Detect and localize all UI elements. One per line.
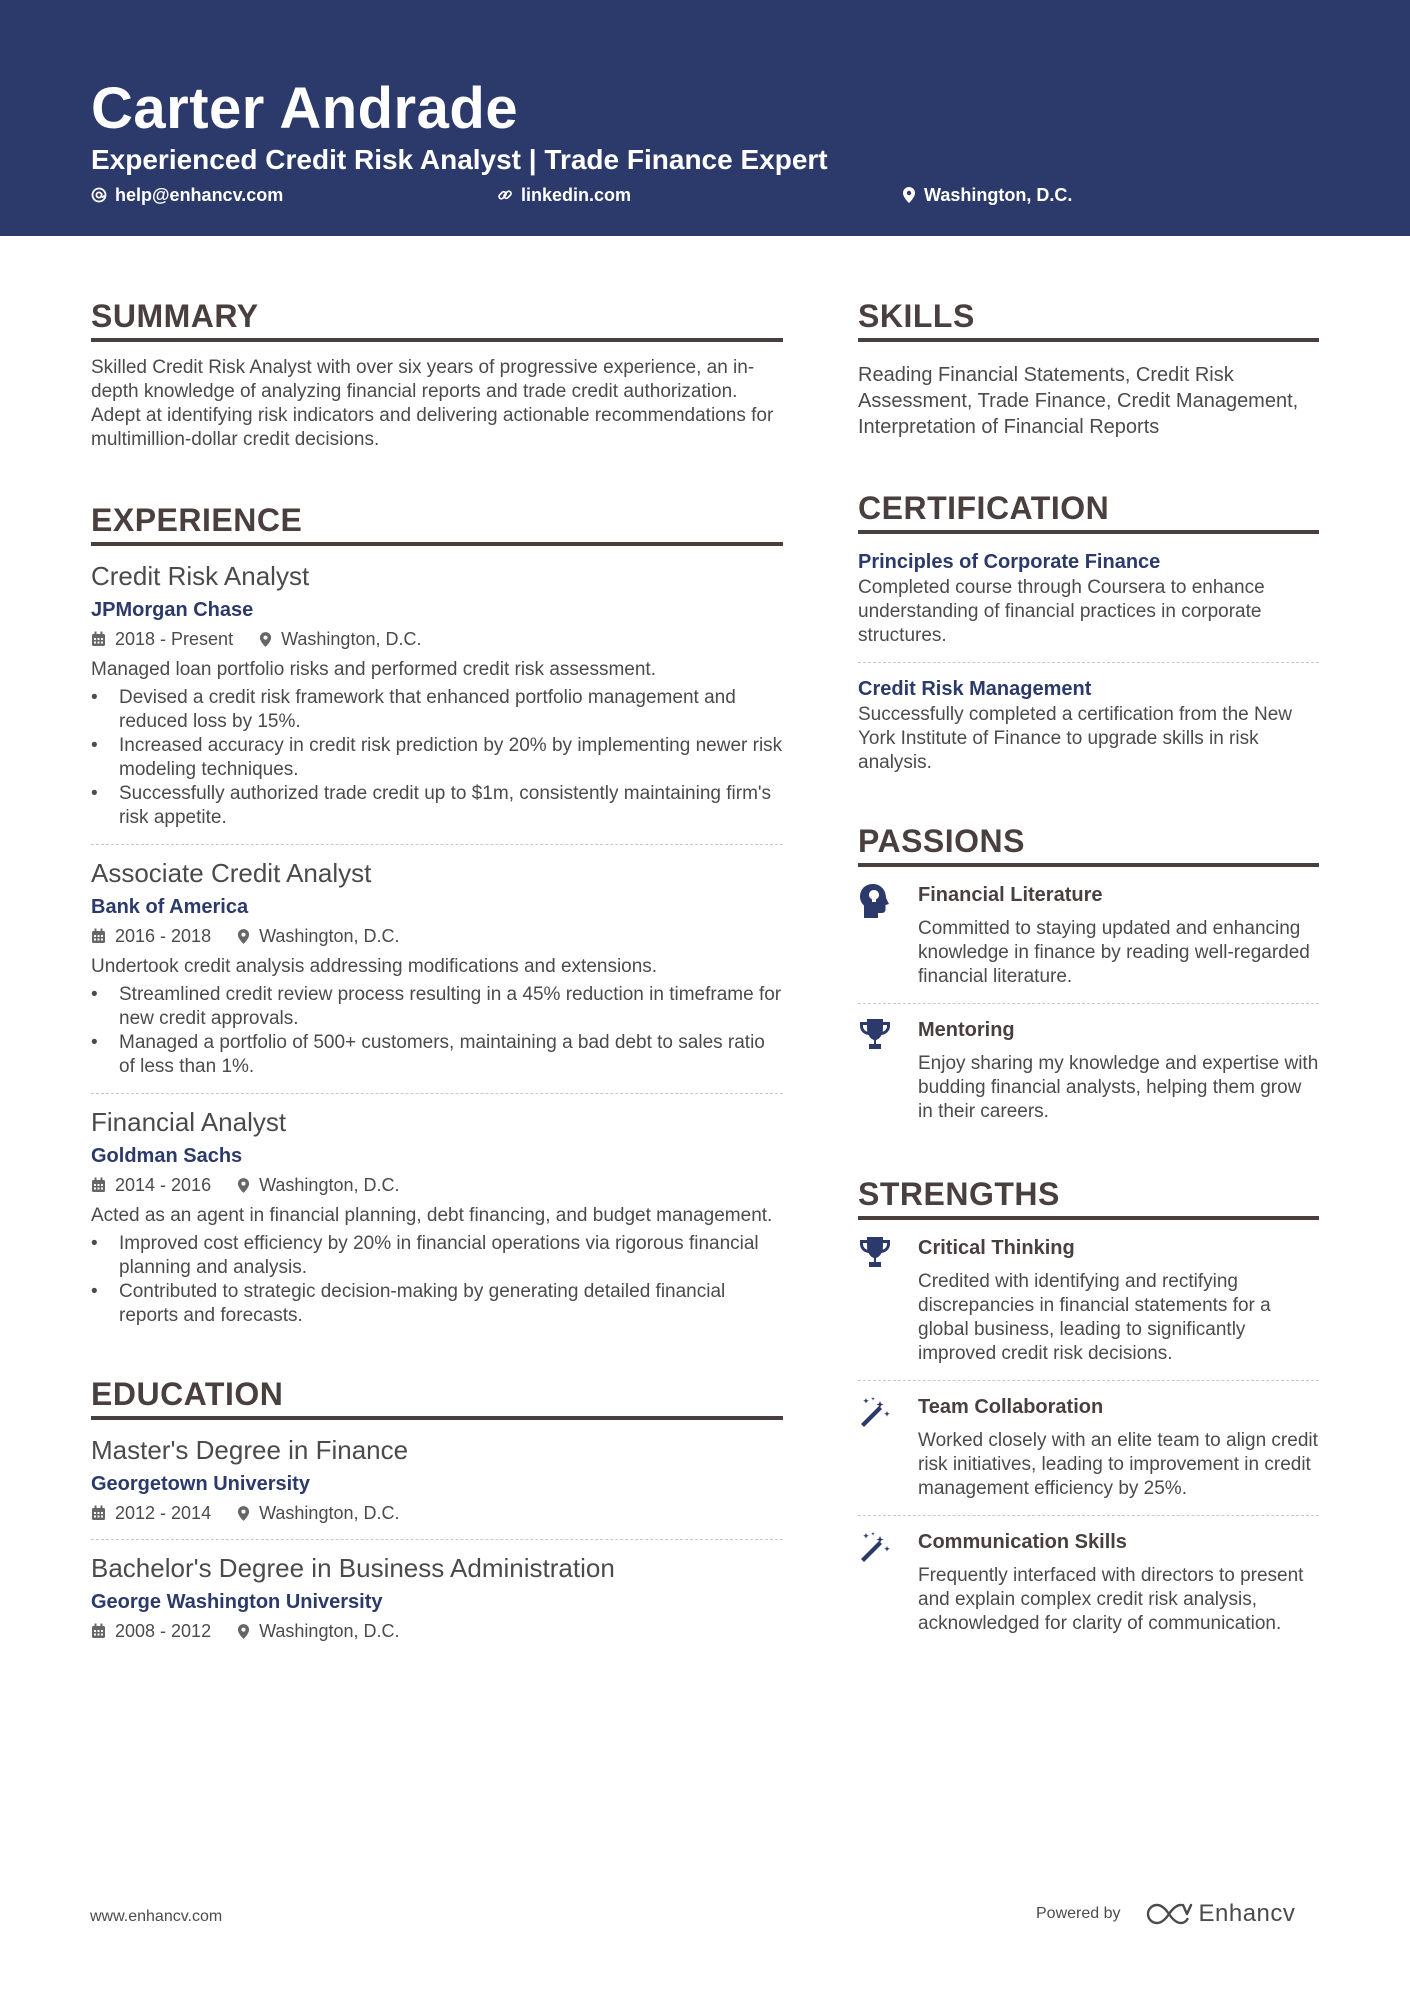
divider — [858, 1515, 1319, 1516]
certification-name: Credit Risk Management — [858, 678, 1092, 700]
degree-name: Bachelor's Degree in Business Administration — [91, 1553, 615, 1583]
experience-item — [91, 857, 783, 1079]
footer-website[interactable]: www.enhancv.com — [90, 1908, 223, 1925]
summary-section — [91, 296, 783, 452]
certification-section — [858, 488, 1319, 775]
passion-item — [858, 1016, 1319, 1124]
job-bullets — [91, 686, 783, 830]
education-meta — [91, 1619, 783, 1643]
enhancv-logo-icon — [1145, 1901, 1193, 1927]
map-pin-icon — [259, 631, 272, 648]
job-description: Acted as an agent in financial planning, debt financing, and budget management. — [91, 1205, 773, 1226]
powered-by-text: Powered by — [1036, 1905, 1121, 1922]
education-dates: 2008 - 2012 — [115, 1621, 212, 1641]
trophy-icon — [858, 1018, 892, 1050]
education-item — [91, 1434, 783, 1525]
strength-desc: Frequently interfaced with directors to present and explain complex credit risk analysis, acknowledged for clarity of communication. — [918, 1565, 1304, 1634]
divider — [858, 662, 1319, 663]
right-column — [858, 296, 1319, 1636]
map-pin-icon — [237, 928, 250, 945]
job-bullet: • Successfully authorized trade credit up to $1m, consistently maintaining firm's risk appetite. — [91, 782, 783, 830]
trophy-icon — [858, 1236, 892, 1268]
linkedin-text: linkedin.com — [521, 185, 632, 205]
calendar-icon — [91, 1505, 106, 1521]
strength-title: Team Collaboration — [918, 1396, 1104, 1418]
education-heading: EDUCATION — [91, 1374, 783, 1420]
strength-item — [858, 1528, 1319, 1636]
skills-heading: SKILLS — [858, 296, 1319, 342]
contact-email[interactable] — [91, 182, 283, 208]
certification-desc: Completed course through Coursera to enhance understanding of financial practices in corporate structures. — [858, 577, 1265, 646]
job-dates: 2018 - Present — [115, 629, 234, 649]
passion-title: Financial Literature — [918, 884, 1103, 906]
candidate-name: Carter Andrade — [91, 76, 519, 141]
job-title: Associate Credit Analyst — [91, 858, 372, 888]
candidate-title: Experienced Credit Risk Analyst | Trade Finance Expert — [91, 144, 828, 175]
calendar-icon — [91, 1623, 106, 1639]
skills-section — [858, 296, 1319, 440]
education-meta — [91, 1501, 783, 1525]
education-location: Washington, D.C. — [259, 1503, 400, 1523]
company-name: Bank of America — [91, 896, 249, 918]
divider — [858, 1380, 1319, 1381]
email-text: help@enhancv.com — [115, 185, 284, 205]
magic-wand-icon — [858, 1395, 892, 1429]
certification-desc: Successfully completed a certification from the New York Institute of Finance to upgrade skills in risk analysis. — [858, 704, 1293, 773]
experience-section — [91, 500, 783, 1328]
contact-location — [902, 182, 1072, 208]
job-dates: 2014 - 2016 — [115, 1175, 212, 1195]
contact-linkedin[interactable] — [497, 182, 631, 208]
job-title: Credit Risk Analyst — [91, 561, 310, 591]
link-icon — [497, 187, 513, 203]
calendar-icon — [91, 631, 106, 647]
passion-title: Mentoring — [918, 1019, 1015, 1041]
location-text: Washington, D.C. — [924, 185, 1073, 205]
job-description: Undertook credit analysis addressing modifications and extensions. — [91, 956, 658, 977]
education-location: Washington, D.C. — [259, 1621, 400, 1641]
job-bullet: • Increased accuracy in credit risk prediction by 20% by implementing newer risk modeling techniques. — [91, 734, 783, 782]
job-location: Washington, D.C. — [259, 926, 400, 946]
education-item — [91, 1552, 783, 1643]
passion-item — [858, 881, 1319, 989]
strength-desc: Credited with identifying and rectifying discrepancies in financial statements for a global business, leading to significantly improved credit risk decisions. — [918, 1271, 1271, 1364]
job-bullet: • Improved cost efficiency by 20% in financial operations via rigorous financial planning and analysis. — [91, 1232, 783, 1280]
education-dates: 2012 - 2014 — [115, 1503, 212, 1523]
map-pin-icon — [237, 1505, 250, 1522]
certification-item — [858, 548, 1319, 648]
footer-branding — [1036, 1900, 1295, 1928]
company-name: Goldman Sachs — [91, 1145, 243, 1167]
strength-item — [858, 1234, 1319, 1366]
degree-name: Master's Degree in Finance — [91, 1435, 409, 1465]
experience-heading: EXPERIENCE — [91, 500, 783, 546]
passions-section — [858, 821, 1319, 1124]
summary-heading: SUMMARY — [91, 296, 783, 342]
summary-text: Skilled Credit Risk Analyst with over six years of progressive experience, an in-depth knowledge of analyzing financial reports and trade credit authorization. Adept at identifying risk indicators and delivering actionable recommendations for multimillion-dollar credit decisions. — [91, 357, 774, 450]
magic-wand-icon — [858, 1530, 892, 1564]
experience-item — [91, 560, 783, 830]
divider — [858, 1003, 1319, 1004]
job-bullet: • Devised a credit risk framework that enhanced portfolio management and reduced loss by 15%. — [91, 686, 783, 734]
brand-name[interactable]: Enhancv — [1198, 1900, 1296, 1927]
calendar-icon — [91, 1177, 106, 1193]
certification-item — [858, 675, 1319, 775]
job-bullets — [91, 983, 783, 1079]
job-location: Washington, D.C. — [259, 1175, 400, 1195]
school-name: Georgetown University — [91, 1473, 310, 1495]
job-dates: 2016 - 2018 — [115, 926, 212, 946]
resume-header — [0, 0, 1410, 236]
strengths-section — [858, 1174, 1319, 1636]
passions-heading: PASSIONS — [858, 821, 1319, 867]
divider — [91, 1093, 783, 1094]
left-column — [91, 296, 783, 1650]
certification-heading: CERTIFICATION — [858, 488, 1319, 534]
job-meta — [91, 627, 783, 651]
education-section — [91, 1374, 783, 1643]
job-description: Managed loan portfolio risks and performed credit risk assessment. — [91, 659, 656, 680]
strength-item — [858, 1393, 1319, 1501]
job-meta — [91, 1173, 783, 1197]
job-location: Washington, D.C. — [281, 629, 422, 649]
map-pin-icon — [902, 186, 916, 204]
divider — [91, 844, 783, 845]
strengths-heading: STRENGTHS — [858, 1174, 1319, 1220]
at-icon — [91, 187, 107, 203]
certification-name: Principles of Corporate Finance — [858, 551, 1161, 573]
passion-desc: Enjoy sharing my knowledge and expertise with budding financial analysts, helping them grow in their careers. — [918, 1053, 1319, 1122]
skills-text: Reading Financial Statements, Credit Risk Assessment, Trade Finance, Credit Management, Interpretation of Financial Reports — [858, 364, 1299, 438]
job-bullets — [91, 1232, 783, 1328]
job-bullet: • Contributed to strategic decision-making by generating detailed financial reports and forecasts. — [91, 1280, 783, 1328]
strength-title: Communication Skills — [918, 1531, 1127, 1553]
strength-title: Critical Thinking — [918, 1237, 1075, 1259]
calendar-icon — [91, 928, 106, 944]
map-pin-icon — [237, 1177, 250, 1194]
strength-desc: Worked closely with an elite team to align credit risk initiatives, leading to improvement in credit management efficiency by 25%. — [918, 1430, 1318, 1499]
divider — [91, 1539, 783, 1540]
job-meta — [91, 924, 783, 948]
job-bullet: • Streamlined credit review process resulting in a 45% reduction in timeframe for new credit approvals. — [91, 983, 783, 1031]
job-bullet: • Managed a portfolio of 500+ customers, maintaining a bad debt to sales ratio of less than 1%. — [91, 1031, 783, 1079]
company-name: JPMorgan Chase — [91, 599, 254, 621]
job-title: Financial Analyst — [91, 1107, 287, 1137]
experience-item — [91, 1106, 783, 1328]
map-pin-icon — [237, 1623, 250, 1640]
school-name: George Washington University — [91, 1591, 383, 1613]
passion-desc: Committed to staying updated and enhancing knowledge in finance by reading well-regarded financial literature. — [918, 918, 1310, 987]
head-brain-icon — [858, 883, 890, 919]
